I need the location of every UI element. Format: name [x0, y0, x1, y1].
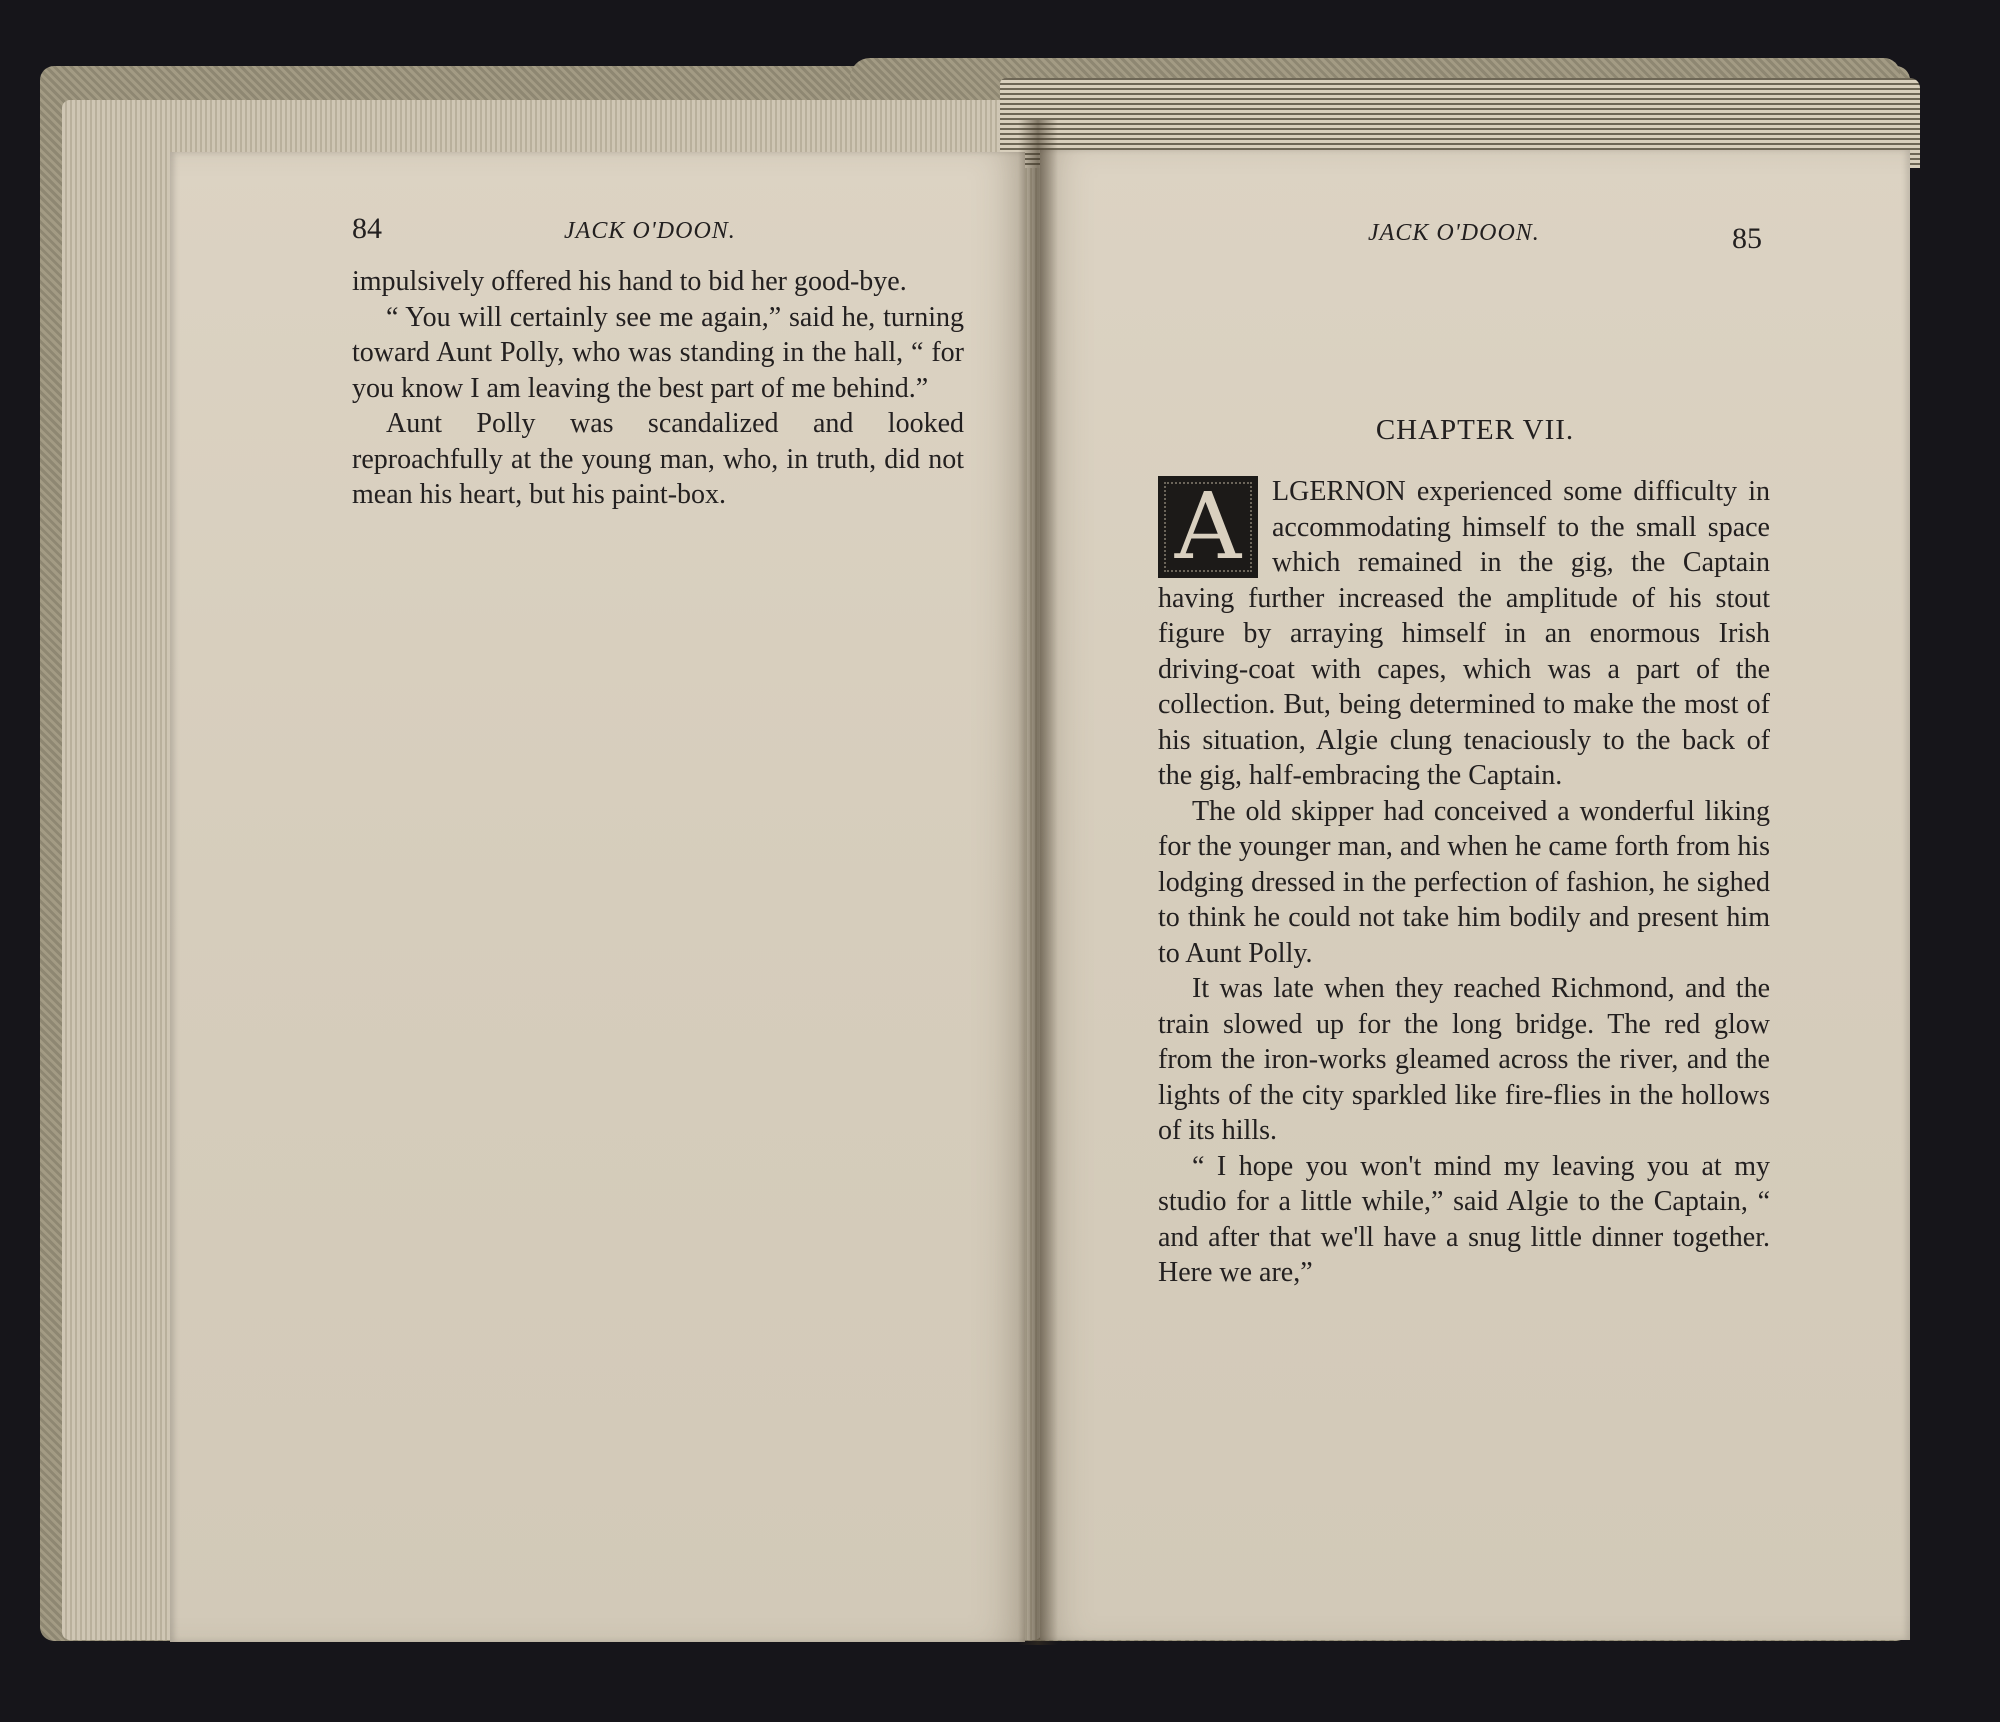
- left-page-text: [352, 264, 964, 513]
- chapter-title: CHAPTER VII.: [1375, 414, 1575, 446]
- page-number-left: 84: [352, 212, 382, 245]
- left-page: [170, 152, 1025, 1642]
- paragraph: Aunt Polly was scandalized and looked reproachfully at the young man, who, in truth, did not mean his heart, but his paint-box.: [352, 408, 964, 510]
- paragraph: impulsively offered his hand to bid her good-bye.: [352, 266, 907, 297]
- paragraph: The old skipper had conceived a wonderful liking for the younger man, and when he came forth from his lodging dressed in the perfection of fashion, he sighed to think he could not take him bodily and present him to Aunt Polly.: [1158, 795, 1770, 969]
- running-head-right: JACK O'DOON.: [1368, 220, 1540, 246]
- running-head-left: JACK O'DOON.: [564, 218, 736, 244]
- right-page: [1040, 150, 1910, 1640]
- book-gutter: [1018, 120, 1058, 1645]
- drop-cap-letter: A: [1174, 473, 1242, 580]
- paragraph: “ I hope you won't mind my leaving you at my studio for a little while,” said Algie to the Captain, “ and after that we'll have a snug little dinner together. Here we are,”: [1158, 1150, 1770, 1288]
- drop-cap-ornament: [1158, 473, 1258, 580]
- paragraph: It was late when they reached Richmond, and the train slowed up for the long bridge. The red glow from the iron-works gleamed across the river, and the lights of the city sparkled like fire-flies in the hollows of its hills.: [1158, 973, 1770, 1146]
- page-number-right: 85: [1732, 222, 1762, 255]
- paragraph: “ You will certainly see me again,” said he, turning toward Aunt Polly, who was standing in the hall, “ for you know I am leaving the best part of me behind.”: [352, 301, 964, 404]
- right-page-text: [1158, 474, 1770, 1291]
- paragraph: [1158, 474, 1770, 794]
- paragraph-body: LGERNON experienced some difficulty in accommodating himself to the small space which remained in the gig, the Captain having further increased the amplitude of his stout figure by arraying himself in an enormous Irish driving-coat with capes, which was a part of the collection. But, being determined to make the most of his situation, Algie clung tenaciously to the back of the gig, half-embracing the Captain.: [1158, 476, 1770, 791]
